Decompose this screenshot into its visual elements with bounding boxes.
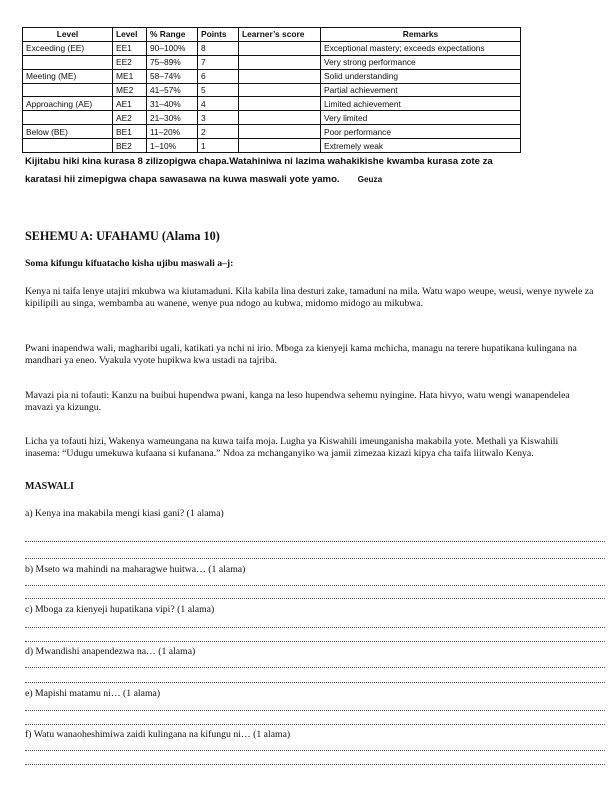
table-header-row	[23, 28, 521, 42]
table-row	[23, 83, 521, 97]
remarks-cell: Exceptional mastery; exceeds expectations	[321, 41, 521, 55]
section-title: SEHEMU A: UFAHAMU (Alama 10)	[25, 229, 220, 243]
level-cell	[23, 111, 113, 125]
range-cell: 41–57%	[147, 83, 198, 97]
answer-line[interactable]	[25, 627, 605, 628]
level-cell	[23, 83, 113, 97]
level-cell: Below (BE)	[23, 125, 113, 139]
points-cell: 5	[198, 83, 239, 97]
sublevel-cell: BE1	[113, 125, 147, 139]
points-cell: 1	[198, 139, 239, 153]
column-header-learner-score: Learner’s score	[239, 28, 321, 42]
answer-line[interactable]	[25, 764, 605, 765]
question-f: f) Watu wanaoheshimiwa zaidi kulingana na kifungu ni… (1 alama)	[25, 729, 291, 740]
section-instruction: Soma kifungu kifuatacho kisha ujibu maswali a–j:	[25, 258, 234, 269]
notice-line-2-text: karatasi hii zimepigwa chapa sawasawa na kuwa maswali yote yamo.	[25, 174, 340, 185]
answer-line[interactable]	[25, 558, 605, 559]
learner-score-cell[interactable]	[239, 55, 321, 69]
learner-score-cell[interactable]	[239, 139, 321, 153]
level-cell: Meeting (ME)	[23, 69, 113, 83]
range-cell: 90–100%	[147, 41, 198, 55]
sublevel-cell: EE2	[113, 55, 147, 69]
column-header-remarks: Remarks	[321, 28, 521, 42]
points-cell: 3	[198, 111, 239, 125]
learner-score-cell[interactable]	[239, 97, 321, 111]
level-cell	[23, 55, 113, 69]
passage-paragraph-4: Licha ya tofauti hizi, Wakenya wameungana na kuwa taifa moja. Lugha ya Kiswahili imeunganisha makabila yote. Methali ya Kiswahili inasema: “Udugu umekuwa kufaana si kufanana.” Ndoa za mchanganyiko wa jamii zimezaa kizazi kipya cha taifa liitwalo Kenya.	[25, 436, 559, 460]
column-header-sublevel: Level	[113, 28, 147, 42]
question-a: a) Kenya ina makabila mengi kiasi gani? (1 alama)	[25, 508, 224, 519]
sublevel-cell: AE1	[113, 97, 147, 111]
level-cell: Exceeding (EE)	[23, 41, 113, 55]
answer-line[interactable]	[25, 667, 605, 668]
range-cell: 1–10%	[147, 139, 198, 153]
remarks-cell: Extremely weak	[321, 139, 521, 153]
sublevel-cell: BE2	[113, 139, 147, 153]
learner-score-cell[interactable]	[239, 41, 321, 55]
column-header-points: Points	[198, 28, 239, 42]
column-header-level: Level	[23, 28, 113, 42]
notice-line-2	[25, 171, 585, 189]
answer-line[interactable]	[25, 724, 605, 725]
question-e: e) Mapishi matamu ni… (1 alama)	[25, 688, 161, 699]
remarks-cell: Solid understanding	[321, 69, 521, 83]
answer-line[interactable]	[25, 682, 605, 683]
answer-line[interactable]	[25, 585, 605, 586]
turn-page-label: Geuza	[357, 175, 383, 184]
passage-paragraph-1: Kenya ni taifa lenye utajiri mkubwa wa kiutamaduni. Kila kabila lina desturi zake, tamaduni na mila. Watu wapo weupe, weusi, wenye nywele za kipilipili au singa, wembamba au wanene, wenye pua ndogo au kubwa, midomo midogo au mikubwa.	[25, 286, 594, 310]
remarks-cell: Partial achievement	[321, 83, 521, 97]
table-row	[23, 97, 521, 111]
table-row	[23, 125, 521, 139]
table-row	[23, 41, 521, 55]
points-cell: 8	[198, 41, 239, 55]
remarks-cell: Limited achievement	[321, 97, 521, 111]
answer-line[interactable]	[25, 750, 605, 751]
remarks-cell: Very strong performance	[321, 55, 521, 69]
answer-line[interactable]	[25, 710, 605, 711]
questions-title: MASWALI	[25, 481, 74, 492]
range-cell: 11–20%	[147, 125, 198, 139]
learner-score-cell[interactable]	[239, 111, 321, 125]
notice-line-1: Kijitabu hiki kina kurasa 8 zilizopigwa chapa.Watahiniwa ni lazima wahakikishe kwamba kurasa zote za	[25, 156, 493, 167]
sublevel-cell: AE2	[113, 111, 147, 125]
column-header-range: % Range	[147, 28, 198, 42]
remarks-cell: Poor performance	[321, 125, 521, 139]
range-cell: 21–30%	[147, 111, 198, 125]
sublevel-cell: ME2	[113, 83, 147, 97]
learner-score-cell[interactable]	[239, 83, 321, 97]
answer-line[interactable]	[25, 641, 605, 642]
table-row	[23, 55, 521, 69]
range-cell: 75–89%	[147, 55, 198, 69]
passage-paragraph-3: Mavazi pia ni tofauti: Kanzu na buibui hupendwa pwani, kanga na leso hupendwa sehemu nyingine. Hata hivyo, watu wengi wanapendelea mavazi ya kizungu.	[25, 390, 570, 414]
passage-paragraph-2: Pwani inapendwa wali, magharibi ugali, katikati ya nchi ni irio. Mboga za kienyeji kama mchicha, managu na terere hupatikana kulingana na mandhari ya eneo. Vyakula vyote hupikwa kwa ustadi na tajriba.	[25, 343, 577, 367]
range-cell: 58–74%	[147, 69, 198, 83]
points-cell: 7	[198, 55, 239, 69]
question-b: b) Mseto wa mahindi na maharagwe huitwa… (1 alama)	[25, 564, 246, 575]
points-cell: 2	[198, 125, 239, 139]
table-row	[23, 139, 521, 153]
range-cell: 31–40%	[147, 97, 198, 111]
answer-line[interactable]	[25, 541, 605, 542]
points-cell: 4	[198, 97, 239, 111]
exam-notice	[25, 153, 585, 189]
level-cell	[23, 139, 113, 153]
table-row	[23, 69, 521, 83]
sublevel-cell: EE1	[113, 41, 147, 55]
learner-score-cell[interactable]	[239, 125, 321, 139]
learner-score-cell[interactable]	[239, 69, 321, 83]
level-cell: Approaching (AE)	[23, 97, 113, 111]
grading-rubric-table	[22, 27, 521, 153]
table-row	[23, 111, 521, 125]
question-c: c) Mboga za kienyeji hupatikana vipi? (1 alama)	[25, 604, 215, 615]
answer-line[interactable]	[25, 598, 605, 599]
points-cell: 6	[198, 69, 239, 83]
question-d: d) Mwandishi anapendezwa na… (1 alama)	[25, 646, 196, 657]
remarks-cell: Very limited	[321, 111, 521, 125]
sublevel-cell: ME1	[113, 69, 147, 83]
